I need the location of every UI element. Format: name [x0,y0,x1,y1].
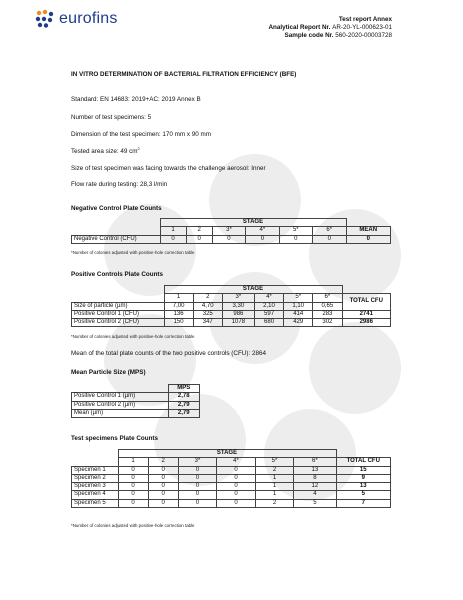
total-cell: 9 [336,474,391,482]
cell: 0 [279,235,312,243]
cell: 3,30 [222,302,254,310]
positive-section-title: Positive Controls Plate Counts [71,271,164,278]
area-sup: 2 [137,145,140,151]
stage-cell: 5* [279,227,312,235]
cell: 0 [217,474,256,482]
stage-cell: 5* [255,458,294,466]
stage-header: STAGE [164,286,342,294]
cell: 0 [217,466,256,474]
positive-table [71,285,391,327]
cell: 0 [118,491,148,499]
stage-cell: 6* [313,294,342,302]
table-row [72,474,391,482]
cell: 0 [178,474,217,482]
cell: 7,00 [164,302,193,310]
cell: 0 [217,483,256,491]
specimens-section-title: Test specimens Plate Counts [71,435,159,442]
stage-cell: 4* [254,294,283,302]
flow-text: Flow rate during testing: 28,3 l/min [71,181,168,188]
mean-cell: 0 [346,235,391,243]
cell: 0 [178,483,217,491]
stage-cell: 1 [118,458,148,466]
cell: 12 [294,483,336,491]
cell: 986 [222,310,254,318]
stage-header: STAGE [160,219,346,227]
stage-cell: 3* [212,227,245,235]
specimens-note: *Number of colonies adjusted with positive-hole correction table [71,523,195,528]
row-label: Mean (µm) [72,409,169,417]
row-label: Specimen 2 [72,474,119,482]
cell: 302 [313,319,342,327]
sample-code-label: Sample code Nr. [284,32,334,40]
mps-table [71,384,200,418]
specimens-count-text: Number of test specimens: 5 [71,114,152,121]
row-label: Specimen 4 [72,491,119,499]
cell: 0 [178,499,217,507]
cell: 0 [160,235,186,243]
report-number-value: AR-20-YL-000623-01 [332,24,392,32]
positive-note: *Number of colonies adjusted with positive-hole correction table [71,334,195,339]
cell: 0 [186,235,212,243]
facing-text: Size of test specimen was facing towards the challenge aerosol: Inner [71,165,266,172]
table-row [72,483,391,491]
cell: 680 [254,319,283,327]
cell: 0 [148,466,178,474]
mean-header: MEAN [346,227,391,235]
sample-code [268,32,392,40]
cell: 0 [313,235,346,243]
cell: 0 [178,466,217,474]
cell: 4 [294,491,336,499]
report-number-label: Analytical Report Nr. [268,24,331,32]
row-label: Specimen 1 [72,466,119,474]
mps-cell: 2,78 [168,393,200,401]
cell: 136 [164,310,193,318]
dimension-text: Dimension of the test specimen: 170 mm x 90 mm [71,131,211,138]
table-row [72,319,391,327]
cell: 597 [254,310,283,318]
cell: 4,70 [193,302,222,310]
cell: 283 [313,310,342,318]
mps-cell: 2,79 [168,401,200,409]
cell: 0 [118,499,148,507]
table-row [72,466,391,474]
cell: 1078 [222,319,254,327]
total-cfu-header: TOTAL CFU [336,458,391,466]
table-row [72,235,391,243]
logo-text: eurofins [59,10,118,27]
stage-cell: 1 [160,227,186,235]
mps-section-title: Mean Particle Size (MPS) [71,369,146,376]
table-row [72,310,391,318]
table-row [72,409,200,417]
total-cell: 5 [336,491,391,499]
row-label: Negative Control (CFU) [72,235,161,243]
cell: 429 [284,319,313,327]
cell: 0 [246,235,279,243]
area-label: Tested area size: 49 cm [71,148,138,155]
row-label: Specimen 3 [72,483,119,491]
cell: 0 [212,235,245,243]
cell: 8 [294,474,336,482]
stage-cell: 6* [294,458,336,466]
row-label: Specimen 5 [72,499,119,507]
stage-cell: 3* [222,294,254,302]
positive-mean-text: Mean of the total plate counts of the two positive controls (CFU): 2864 [71,350,266,357]
cell: 5 [294,499,336,507]
eurofins-logo-icon [35,9,55,29]
cell: 1 [255,483,294,491]
sample-code-value: 560-2020-00003728 [335,32,392,40]
cell: 0 [118,466,148,474]
report-number [268,24,392,32]
cell: 13 [294,466,336,474]
cell: 0 [118,474,148,482]
total-cell: 2741 [342,310,391,318]
total-cell: 13 [336,483,391,491]
row-label: Positive Control 2 (µm) [72,401,169,409]
stage-cell: 5* [284,294,313,302]
stage-cell: 2 [193,294,222,302]
stage-cell: 2 [186,227,212,235]
cell: 0 [217,491,256,499]
total-cell: 15 [336,466,391,474]
cell: 2 [255,466,294,474]
report-header [268,16,392,41]
total-cell: 7 [336,499,391,507]
table-row [72,491,391,499]
mps-cell: 2,79 [168,409,200,417]
cell: 0,65 [313,302,342,310]
stage-cell: 6* [313,227,346,235]
cell: 0 [148,491,178,499]
standard-text: Standard: EN 14683: 2019+AC: 2019 Annex B [71,96,201,103]
page-title: IN VITRO DETERMINATION OF BACTERIAL FILTRATION EFFICIENCY (BFE) [71,71,297,78]
cell: 0 [217,499,256,507]
cell: 0 [118,483,148,491]
stage-cell: 4* [246,227,279,235]
row-label: Size of particle (µm) [72,302,165,310]
cell: 2,10 [254,302,283,310]
negative-note: *Number of colonies adjusted with positive-hole correction table [71,250,195,255]
cell: 0 [148,499,178,507]
total-cfu-header: TOTAL CFU [342,294,391,311]
stage-header: STAGE [118,450,336,458]
specimens-table [71,449,391,508]
row-label: Positive Control 2 (CFU) [72,319,165,327]
table-row [72,499,391,507]
cell: 1 [255,491,294,499]
row-label: Positive Control 1 (µm) [72,393,169,401]
stage-cell: 2 [148,458,178,466]
row-label: Positive Control 1 (CFU) [72,310,165,318]
area-text [71,145,140,156]
negative-table [71,218,391,244]
eurofins-logo [35,9,118,29]
cell: 325 [193,310,222,318]
header-title: Test report Annex [338,16,392,23]
cell: 2 [255,499,294,507]
cell: 414 [284,310,313,318]
table-row [72,393,200,401]
cell: 0 [178,491,217,499]
mps-header: MPS [168,385,200,393]
stage-cell: 4* [217,458,256,466]
cell: 347 [193,319,222,327]
cell: 1,10 [284,302,313,310]
cell: 1 [255,474,294,482]
table-row [72,401,200,409]
stage-cell: 1 [164,294,193,302]
total-cell: 2986 [342,319,391,327]
cell: 0 [148,474,178,482]
cell: 0 [148,483,178,491]
stage-cell: 3* [178,458,217,466]
cell: 150 [164,319,193,327]
negative-section-title: Negative Control Plate Counts [71,205,162,212]
